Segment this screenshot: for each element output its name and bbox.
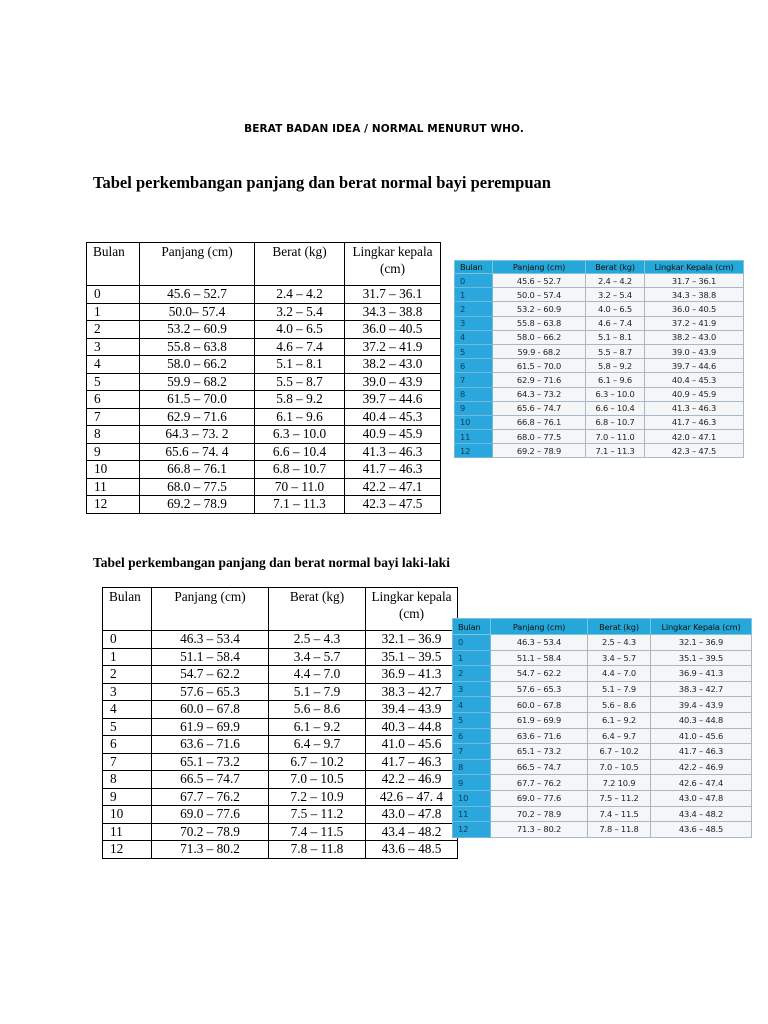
table-cell: 7.5 – 11.2 <box>269 806 366 824</box>
table-cell: 38.3 – 42.7 <box>651 681 752 697</box>
month-cell: 11 <box>455 430 493 444</box>
page-title: BERAT BADAN IDEA / NORMAL MENURUT WHO. <box>244 123 524 135</box>
table-cell: 41.7 – 46.3 <box>345 461 441 479</box>
month-cell: 3 <box>87 338 140 356</box>
table-cell: 69.0 – 77.6 <box>152 806 269 824</box>
month-cell: 9 <box>455 401 493 415</box>
table-cell: 4.0 – 6.5 <box>255 321 345 339</box>
month-cell: 4 <box>103 701 152 719</box>
table-row <box>87 496 441 514</box>
table-cell: 7.0 – 11.0 <box>586 430 645 444</box>
month-cell: 11 <box>87 478 140 496</box>
table-cell: 2.4 – 4.2 <box>255 286 345 304</box>
month-cell: 4 <box>87 356 140 374</box>
table-cell: 62.9 – 71.6 <box>493 373 586 387</box>
table-row <box>453 635 752 651</box>
table-cell: 7.0 – 10.5 <box>269 771 366 789</box>
table-cell: 53.2 – 60.9 <box>493 302 586 316</box>
table-cell: 50.0 – 57.4 <box>493 288 586 302</box>
boys-table-serif <box>102 587 458 859</box>
month-cell: 0 <box>87 286 140 304</box>
table-cell: 4.6 – 7.4 <box>255 338 345 356</box>
table-cell: 55.8 – 63.8 <box>140 338 255 356</box>
table-cell: 43.0 – 47.8 <box>366 806 458 824</box>
table-cell: 6.1 – 9.6 <box>586 373 645 387</box>
table-cell: 42.0 – 47.1 <box>645 430 744 444</box>
table-cell: 3.4 – 5.7 <box>269 648 366 666</box>
table-cell: 5.1 – 7.9 <box>269 683 366 701</box>
table-cell: 5.6 – 8.6 <box>269 701 366 719</box>
table-cell: 6.7 – 10.2 <box>269 753 366 771</box>
table-cell: 5.1 – 7.9 <box>588 681 651 697</box>
table-cell: 68.0 – 77.5 <box>493 430 586 444</box>
table-cell: 70.2 – 78.9 <box>152 823 269 841</box>
table-cell: 3.2 – 5.4 <box>586 288 645 302</box>
month-cell: 6 <box>453 728 491 744</box>
table-cell: 65.6 – 74.7 <box>493 401 586 415</box>
table-cell: 71.3 – 80.2 <box>152 841 269 859</box>
table-cell: 61.9 – 69.9 <box>491 712 588 728</box>
table-row <box>87 461 441 479</box>
table-cell: 51.1 – 58.4 <box>491 650 588 666</box>
table-row <box>103 788 458 806</box>
month-cell: 9 <box>103 788 152 806</box>
table-cell: 36.0 – 40.5 <box>645 302 744 316</box>
table-row <box>453 650 752 666</box>
month-cell: 1 <box>453 650 491 666</box>
table-row <box>455 373 744 387</box>
month-cell: 11 <box>103 823 152 841</box>
table-row <box>455 316 744 330</box>
table-cell: 46.3 – 53.4 <box>491 635 588 651</box>
table-cell: 37.2 – 41.9 <box>345 338 441 356</box>
month-cell: 10 <box>87 461 140 479</box>
table-cell: 43.6 – 48.5 <box>651 822 752 838</box>
table-cell: 40.9 – 45.9 <box>345 426 441 444</box>
table-cell: 6.1 – 9.2 <box>269 718 366 736</box>
month-cell: 10 <box>455 415 493 429</box>
table-cell: 53.2 – 60.9 <box>140 321 255 339</box>
table-cell: 68.0 – 77.5 <box>140 478 255 496</box>
table-cell: 40.4 – 45.3 <box>645 373 744 387</box>
boys-table-excel <box>452 618 752 838</box>
column-header: Panjang (cm) <box>491 619 588 635</box>
table-row <box>103 806 458 824</box>
table-cell: 41.0 – 45.6 <box>651 728 752 744</box>
table-cell: 40.3 – 44.8 <box>651 712 752 728</box>
table-cell: 41.3 – 46.3 <box>345 443 441 461</box>
table-cell: 57.6 – 65.3 <box>491 681 588 697</box>
table-row <box>453 806 752 822</box>
month-cell: 6 <box>87 391 140 409</box>
table-cell: 69.0 – 77.6 <box>491 790 588 806</box>
table-cell: 39.4 – 43.9 <box>651 697 752 713</box>
month-cell: 2 <box>87 321 140 339</box>
table-cell: 50.0– 57.4 <box>140 303 255 321</box>
table-row <box>87 478 441 496</box>
column-header: Berat (kg) <box>588 619 651 635</box>
column-header: Panjang (cm) <box>152 588 269 631</box>
month-cell: 2 <box>103 666 152 684</box>
table-cell: 57.6 – 65.3 <box>152 683 269 701</box>
table-cell: 70.2 – 78.9 <box>491 806 588 822</box>
table-cell: 42.3 – 47.5 <box>645 444 744 458</box>
table-row <box>453 790 752 806</box>
month-cell: 6 <box>455 359 493 373</box>
table-cell: 42.2 – 47.1 <box>345 478 441 496</box>
table-row <box>87 391 441 409</box>
table-row <box>455 302 744 316</box>
table-cell: 36.0 – 40.5 <box>345 321 441 339</box>
table-cell: 2.5 – 4.3 <box>269 631 366 649</box>
table-cell: 38.3 – 42.7 <box>366 683 458 701</box>
table-cell: 34.3 – 38.8 <box>345 303 441 321</box>
table-cell: 39.4 – 43.9 <box>366 701 458 719</box>
column-header: Panjang (cm) <box>493 261 586 274</box>
column-header: Lingkar Kepala (cm) <box>651 619 752 635</box>
table-cell: 36.9 – 41.3 <box>366 666 458 684</box>
table-cell: 6.7 – 10.2 <box>588 744 651 760</box>
table-cell: 7.5 – 11.2 <box>588 790 651 806</box>
table-cell: 40.3 – 44.8 <box>366 718 458 736</box>
month-cell: 1 <box>103 648 152 666</box>
table-header-row <box>87 243 441 286</box>
table-cell: 39.0 – 43.9 <box>645 344 744 358</box>
table-cell: 58.0 – 66.2 <box>493 330 586 344</box>
table-row <box>455 274 744 288</box>
table-cell: 6.8 – 10.7 <box>255 461 345 479</box>
table-cell: 66.5 – 74.7 <box>152 771 269 789</box>
table-cell: 6.3 – 10.0 <box>255 426 345 444</box>
table-cell: 65.1 – 73.2 <box>491 744 588 760</box>
table-row <box>87 408 441 426</box>
table-cell: 7.2 – 10.9 <box>269 788 366 806</box>
month-cell: 5 <box>455 344 493 358</box>
table-cell: 51.1 – 58.4 <box>152 648 269 666</box>
table-row <box>87 286 441 304</box>
month-cell: 2 <box>455 302 493 316</box>
table-cell: 5.6 – 8.6 <box>588 697 651 713</box>
table-cell: 42.3 – 47.5 <box>345 496 441 514</box>
table-cell: 5.8 – 9.2 <box>586 359 645 373</box>
month-cell: 5 <box>87 373 140 391</box>
month-cell: 12 <box>87 496 140 514</box>
month-cell: 4 <box>455 330 493 344</box>
table-cell: 32.1 – 36.9 <box>651 635 752 651</box>
month-cell: 3 <box>103 683 152 701</box>
table-header-row <box>103 588 458 631</box>
month-cell: 8 <box>455 387 493 401</box>
table-cell: 2.4 – 4.2 <box>586 274 645 288</box>
month-cell: 3 <box>455 316 493 330</box>
table-cell: 3.4 – 5.7 <box>588 650 651 666</box>
table-cell: 7.8 – 11.8 <box>269 841 366 859</box>
table-cell: 41.3 – 46.3 <box>645 401 744 415</box>
table-cell: 2.5 – 4.3 <box>588 635 651 651</box>
table-row <box>87 356 441 374</box>
table-cell: 59.9 - 68.2 <box>493 344 586 358</box>
month-cell: 2 <box>453 666 491 682</box>
table-cell: 45.6 – 52.7 <box>140 286 255 304</box>
table-row <box>103 753 458 771</box>
table-cell: 54.7 – 62.2 <box>491 666 588 682</box>
table-row <box>453 666 752 682</box>
table-cell: 35.1 – 39.5 <box>651 650 752 666</box>
table-row <box>103 683 458 701</box>
table-cell: 38.2 – 43.0 <box>645 330 744 344</box>
month-cell: 9 <box>87 443 140 461</box>
month-cell: 3 <box>453 681 491 697</box>
month-cell: 0 <box>455 274 493 288</box>
table-cell: 7.1 – 11.3 <box>255 496 345 514</box>
table-cell: 7.1 – 11.3 <box>586 444 645 458</box>
table-cell: 42.6 – 47. 4 <box>366 788 458 806</box>
table-row <box>455 430 744 444</box>
table-row <box>455 288 744 302</box>
month-cell: 10 <box>103 806 152 824</box>
table-cell: 62.9 – 71.6 <box>140 408 255 426</box>
table-row <box>453 712 752 728</box>
table-cell: 5.1 – 8.1 <box>255 356 345 374</box>
column-header: Lingkar kepala (cm) <box>345 243 441 286</box>
table-cell: 5.1 – 8.1 <box>586 330 645 344</box>
table-cell: 64.3 – 73. 2 <box>140 426 255 444</box>
table-row <box>87 443 441 461</box>
table-row <box>453 681 752 697</box>
table-cell: 66.8 – 76.1 <box>493 415 586 429</box>
table-cell: 40.9 – 45.9 <box>645 387 744 401</box>
table-cell: 36.9 – 41.3 <box>651 666 752 682</box>
table-cell: 46.3 – 53.4 <box>152 631 269 649</box>
table-cell: 6.8 – 10.7 <box>586 415 645 429</box>
table-cell: 37.2 – 41.9 <box>645 316 744 330</box>
month-cell: 12 <box>455 444 493 458</box>
table-cell: 6.1 – 9.6 <box>255 408 345 426</box>
month-cell: 0 <box>453 635 491 651</box>
table-cell: 6.6 – 10.4 <box>586 401 645 415</box>
column-header: Bulan <box>103 588 152 631</box>
table-row <box>455 444 744 458</box>
table-cell: 35.1 – 39.5 <box>366 648 458 666</box>
table-row <box>455 359 744 373</box>
table-cell: 41.7 – 46.3 <box>645 415 744 429</box>
table-cell: 6.1 – 9.2 <box>588 712 651 728</box>
table-row <box>87 338 441 356</box>
table-cell: 4.4 – 7.0 <box>588 666 651 682</box>
column-header: Berat (kg) <box>255 243 345 286</box>
table-header-row <box>455 261 744 274</box>
table-row <box>103 841 458 859</box>
table-row <box>103 701 458 719</box>
column-header: Bulan <box>453 619 491 635</box>
table-row <box>455 387 744 401</box>
table-cell: 3.2 – 5.4 <box>255 303 345 321</box>
table-cell: 59.9 – 68.2 <box>140 373 255 391</box>
table-cell: 45.6 – 52.7 <box>493 274 586 288</box>
table-cell: 6.6 – 10.4 <box>255 443 345 461</box>
table-row <box>453 744 752 760</box>
month-cell: 4 <box>453 697 491 713</box>
table-cell: 41.0 – 45.6 <box>366 736 458 754</box>
table-cell: 34.3 – 38.8 <box>645 288 744 302</box>
month-cell: 8 <box>103 771 152 789</box>
month-cell: 5 <box>453 712 491 728</box>
table-cell: 7.2 10.9 <box>588 775 651 791</box>
table-row <box>455 344 744 358</box>
table-cell: 65.6 – 74. 4 <box>140 443 255 461</box>
table-row <box>455 401 744 415</box>
column-header: Lingkar kepala (cm) <box>366 588 458 631</box>
table-cell: 71.3 – 80.2 <box>491 822 588 838</box>
table-row <box>103 736 458 754</box>
table-cell: 42.2 – 46.9 <box>651 759 752 775</box>
table-cell: 31.7 – 36.1 <box>345 286 441 304</box>
month-cell: 12 <box>103 841 152 859</box>
month-cell: 1 <box>455 288 493 302</box>
month-cell: 11 <box>453 806 491 822</box>
table-cell: 64.3 – 73.2 <box>493 387 586 401</box>
table-row <box>453 697 752 713</box>
month-cell: 1 <box>87 303 140 321</box>
table-cell: 5.5 – 8.7 <box>255 373 345 391</box>
table-row <box>87 321 441 339</box>
table-cell: 4.0 – 6.5 <box>586 302 645 316</box>
table-cell: 66.8 – 76.1 <box>140 461 255 479</box>
month-cell: 8 <box>453 759 491 775</box>
table-cell: 40.4 – 45.3 <box>345 408 441 426</box>
table-cell: 5.5 – 8.7 <box>586 344 645 358</box>
table-cell: 6.3 – 10.0 <box>586 387 645 401</box>
table-cell: 6.4 – 9.7 <box>588 728 651 744</box>
table-cell: 7.0 – 10.5 <box>588 759 651 775</box>
girls-section-title: Tabel perkembangan panjang dan berat normal bayi perempuan <box>93 173 551 192</box>
table-row <box>87 373 441 391</box>
table-cell: 41.7 – 46.3 <box>366 753 458 771</box>
table-cell: 39.7 – 44.6 <box>645 359 744 373</box>
column-header: Berat (kg) <box>586 261 645 274</box>
table-cell: 63.6 – 71.6 <box>491 728 588 744</box>
table-cell: 43.6 – 48.5 <box>366 841 458 859</box>
table-cell: 61.5 – 70.0 <box>140 391 255 409</box>
table-cell: 65.1 – 73.2 <box>152 753 269 771</box>
table-cell: 69.2 – 78.9 <box>493 444 586 458</box>
table-row <box>103 631 458 649</box>
table-row <box>103 771 458 789</box>
month-cell: 7 <box>87 408 140 426</box>
table-row <box>103 718 458 736</box>
column-header: Bulan <box>455 261 493 274</box>
month-cell: 8 <box>87 426 140 444</box>
table-cell: 38.2 – 43.0 <box>345 356 441 374</box>
table-row <box>87 303 441 321</box>
table-cell: 39.0 – 43.9 <box>345 373 441 391</box>
table-row <box>103 666 458 684</box>
table-cell: 60.0 – 67.8 <box>152 701 269 719</box>
table-cell: 5.8 – 9.2 <box>255 391 345 409</box>
table-cell: 60.0 – 67.8 <box>491 697 588 713</box>
table-cell: 6.4 – 9.7 <box>269 736 366 754</box>
table-cell: 67.7 – 76.2 <box>491 775 588 791</box>
column-header: Panjang (cm) <box>140 243 255 286</box>
table-cell: 43.4 – 48.2 <box>366 823 458 841</box>
column-header: Lingkar Kepala (cm) <box>645 261 744 274</box>
month-cell: 7 <box>455 373 493 387</box>
table-cell: 54.7 – 62.2 <box>152 666 269 684</box>
girls-table-serif <box>86 242 441 514</box>
month-cell: 0 <box>103 631 152 649</box>
table-row <box>455 415 744 429</box>
girls-table-excel <box>454 260 744 458</box>
table-cell: 43.4 – 48.2 <box>651 806 752 822</box>
table-cell: 58.0 – 66.2 <box>140 356 255 374</box>
month-cell: 9 <box>453 775 491 791</box>
table-row <box>453 759 752 775</box>
table-cell: 4.4 – 7.0 <box>269 666 366 684</box>
table-cell: 39.7 – 44.6 <box>345 391 441 409</box>
table-cell: 7.4 – 11.5 <box>269 823 366 841</box>
table-cell: 4.6 – 7.4 <box>586 316 645 330</box>
table-cell: 43.0 – 47.8 <box>651 790 752 806</box>
table-cell: 7.4 – 11.5 <box>588 806 651 822</box>
month-cell: 5 <box>103 718 152 736</box>
table-cell: 31.7 – 36.1 <box>645 274 744 288</box>
column-header: Bulan <box>87 243 140 286</box>
month-cell: 6 <box>103 736 152 754</box>
month-cell: 12 <box>453 822 491 838</box>
column-header: Berat (kg) <box>269 588 366 631</box>
table-cell: 70 – 11.0 <box>255 478 345 496</box>
table-cell: 42.2 – 46.9 <box>366 771 458 789</box>
table-cell: 67.7 – 76.2 <box>152 788 269 806</box>
table-cell: 55.8 – 63.8 <box>493 316 586 330</box>
table-row <box>453 728 752 744</box>
table-cell: 61.5 – 70.0 <box>493 359 586 373</box>
table-cell: 61.9 – 69.9 <box>152 718 269 736</box>
table-cell: 42.6 – 47.4 <box>651 775 752 791</box>
table-cell: 69.2 – 78.9 <box>140 496 255 514</box>
table-row <box>453 775 752 791</box>
table-cell: 32.1 – 36.9 <box>366 631 458 649</box>
table-cell: 7.8 – 11.8 <box>588 822 651 838</box>
table-row <box>87 426 441 444</box>
table-header-row <box>453 619 752 635</box>
table-row <box>103 648 458 666</box>
table-row <box>103 823 458 841</box>
table-row <box>455 330 744 344</box>
month-cell: 7 <box>103 753 152 771</box>
table-cell: 63.6 – 71.6 <box>152 736 269 754</box>
table-cell: 66.5 – 74.7 <box>491 759 588 775</box>
month-cell: 10 <box>453 790 491 806</box>
table-cell: 41.7 – 46.3 <box>651 744 752 760</box>
boys-section-title: Tabel perkembangan panjang dan berat normal bayi laki-laki <box>93 555 450 570</box>
month-cell: 7 <box>453 744 491 760</box>
table-row <box>453 822 752 838</box>
